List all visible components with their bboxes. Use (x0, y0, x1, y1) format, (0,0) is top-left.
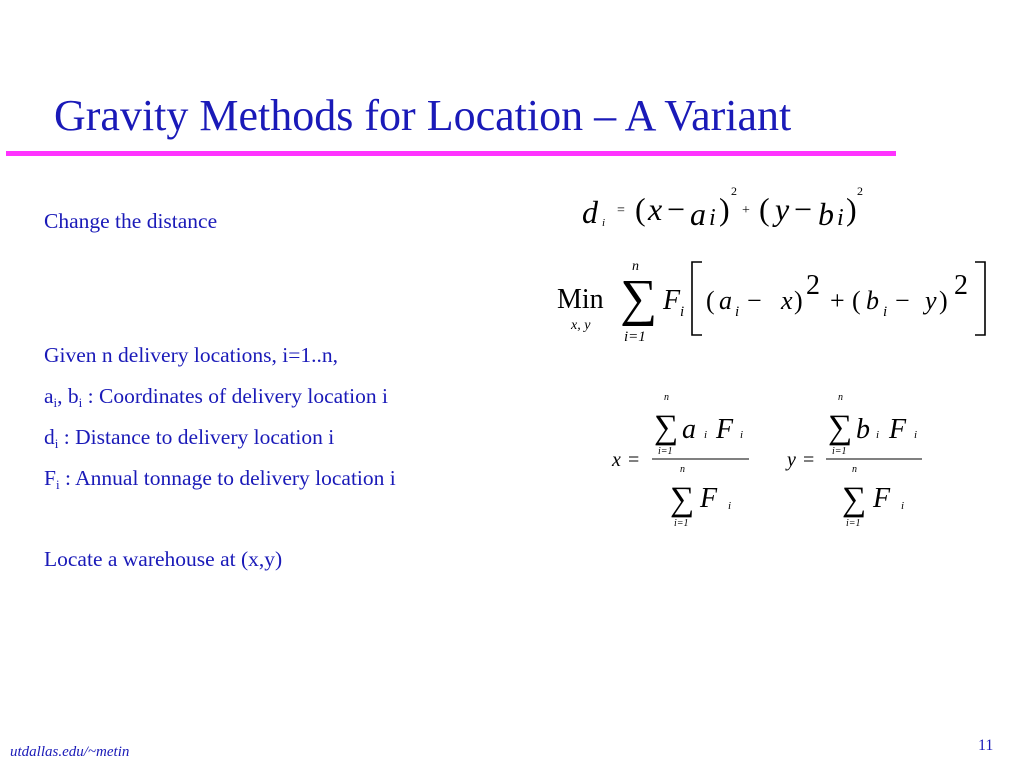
eq1-a-sub: i (709, 205, 716, 231)
obj-open1: ( (706, 286, 715, 315)
page-number: 11 (978, 737, 994, 754)
xsol-equals: = (628, 449, 640, 471)
eq1-close2: ) (846, 191, 857, 227)
obj-left-bracket (692, 262, 702, 335)
dist-d-sub: i (54, 436, 59, 451)
xsol-num-upper: n (664, 392, 669, 403)
eq1-b: b (818, 196, 834, 232)
eq1-exp2: 2 (857, 184, 863, 198)
coord-b: , b (57, 384, 79, 408)
eq1-a: a (690, 196, 706, 232)
coord-text: : Coordinates of delivery location i (82, 384, 388, 408)
eq1-close1: ) (719, 191, 730, 227)
eq1-x: x (648, 191, 663, 227)
ysol-lhs: y (787, 449, 796, 471)
ysol-num-upper: n (838, 392, 843, 403)
obj-minus2: − (895, 286, 910, 315)
coord-b-sub: i (78, 395, 83, 410)
eq1-equals: = (617, 203, 625, 218)
coord-a: a (44, 384, 54, 408)
ysol-den-upper: n (852, 464, 857, 475)
ysol-den-f: F (873, 483, 891, 514)
eq1-d: d (582, 194, 598, 230)
obj-x: x (781, 286, 793, 315)
eq1-d-sub: i (602, 217, 606, 229)
obj-close1: ) (794, 286, 803, 315)
obj-right-bracket (975, 262, 985, 335)
footer-url: utdallas.edu/~metin (10, 744, 130, 760)
slide-title: Gravity Methods for Location – A Variant (54, 91, 792, 140)
eq1-minus1: − (667, 191, 686, 227)
ysol-num-f: F (889, 414, 907, 445)
eq1-y: y (775, 191, 790, 227)
obj-min-sub: x, y (571, 318, 591, 333)
xsol-den-lower: i=1 (674, 518, 689, 529)
xsol-den-upper: n (680, 464, 685, 475)
ysol-num-lower: i=1 (832, 446, 847, 457)
ysol-num-b: b (856, 414, 870, 445)
obj-open2: ( (852, 286, 861, 315)
distance-equation (582, 184, 863, 232)
eq1-open2: ( (759, 191, 770, 227)
obj-exp2: 2 (954, 270, 968, 301)
ysol-den-f-sub: i (901, 500, 905, 512)
obj-sum-lower: i=1 (624, 329, 646, 345)
xsol-lhs: x (612, 449, 621, 471)
obj-minus1: − (747, 286, 762, 315)
ysol-equals: = (803, 449, 815, 471)
coord-a-sub: i (53, 395, 58, 410)
eq1-b-sub: i (837, 205, 844, 231)
eq1-open1: ( (635, 191, 646, 227)
ysol-num-b-sub: i (876, 429, 880, 441)
obj-exp1: 2 (806, 270, 820, 301)
obj-close2: ) (939, 286, 948, 315)
eq1-minus2: − (794, 191, 813, 227)
ton-text: : Annual tonnage to delivery location i (59, 466, 396, 490)
dist-text: : Distance to delivery location i (58, 425, 335, 449)
ton-f: F (44, 466, 56, 490)
x-solution-equation (611, 392, 749, 529)
xsol-den-sigma: ∑ (670, 481, 695, 518)
eq1-plus: + (742, 203, 750, 218)
ton-f-sub: i (55, 477, 60, 492)
xsol-num-lower: i=1 (658, 446, 673, 457)
ysol-num-sigma: ∑ (828, 409, 853, 446)
obj-a-sub: i (735, 304, 740, 320)
obj-sum-upper: n (632, 259, 639, 274)
locate-warehouse-text: Locate a warehouse at (x,y) (44, 547, 283, 571)
obj-f-sub: i (680, 304, 685, 320)
obj-y: y (925, 286, 937, 315)
obj-a: a (719, 286, 732, 315)
obj-plus: + (830, 286, 845, 315)
ysol-den-sigma: ∑ (842, 481, 867, 518)
xsol-num-a: a (682, 414, 696, 445)
obj-b: b (866, 286, 879, 315)
dist-d: d (44, 425, 55, 449)
change-distance-text: Change the distance (44, 209, 218, 233)
ysol-den-lower: i=1 (846, 518, 861, 529)
xsol-num-sigma: ∑ (654, 409, 679, 446)
obj-b-sub: i (883, 304, 888, 320)
xsol-num-a-sub: i (704, 429, 708, 441)
obj-sigma: ∑ (620, 270, 658, 327)
y-solution-equation (785, 392, 922, 529)
obj-f: F (663, 285, 681, 316)
xsol-den-f: F (700, 483, 718, 514)
xsol-num-f: F (716, 414, 734, 445)
eq1-exp1: 2 (731, 184, 737, 198)
xsol-den-f-sub: i (728, 500, 732, 512)
xsol-num-f-sub: i (740, 429, 744, 441)
ysol-num-f-sub: i (914, 429, 918, 441)
given-locations-text: Given n delivery locations, i=1..n, (44, 343, 338, 367)
obj-min: Min (557, 284, 604, 315)
objective-equation (557, 259, 985, 345)
